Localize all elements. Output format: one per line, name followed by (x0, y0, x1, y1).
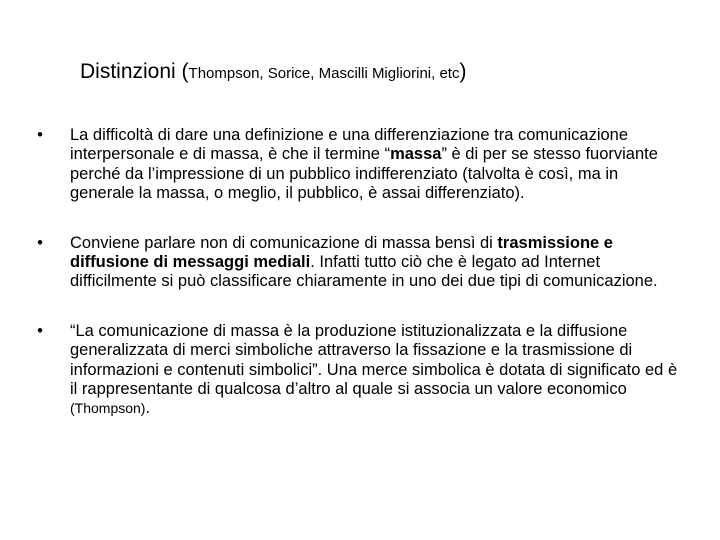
bullet-citation: (Thompson) (70, 400, 146, 417)
bullet-text: . Infatti tutto ciò che è legato ad Internet difficilmente si può classificare chiaramente in uno dei due tipi di comunicazione. (70, 253, 658, 291)
title-open-paren: ( (181, 60, 189, 83)
bullet-text: ” è di per se stesso fuorviante perché da l’impressione di un pubblico indifferenziato (talvolta è così, ma in generale la massa, o meglio, il pubblico, è assai differenziato). (70, 145, 658, 203)
slide-title (80, 54, 466, 92)
bullet-item-2 (30, 234, 680, 292)
bullet-text: Conviene parlare non di comunicazione di massa bensì di (70, 233, 498, 252)
bullet-text: “La comunicazione di massa è la produzione istituzionalizzata e la diffusione generalizzata di merci simboliche attraverso la fissazione e la trasmissione di informazioni e contenuti simbolici”. Una merce simbolica è dotata di significato ed è il rappresentante di qualcosa d’altro al quale si associa un valore economico (70, 321, 678, 399)
bullet-list (30, 126, 680, 419)
bullet-marker: • (37, 321, 43, 340)
bullet-marker: • (37, 233, 43, 252)
bullet-bold-text: trasmissione e diffusione di messaggi mediali (70, 233, 613, 272)
title-main: Distinzioni (80, 60, 182, 83)
bullet-text: La difficoltà di dare una definizione e una differenziazione tra comunicazione interpersonale e di massa, è che il termine “ (70, 126, 629, 164)
title-close-paren: ) (459, 60, 467, 83)
bullet-text: . (145, 399, 151, 418)
bullet-item-1 (30, 126, 680, 204)
title-authors: Thompson, Sorice, Mascilli Migliorini, etc (188, 65, 460, 82)
bullet-marker: • (37, 126, 43, 144)
bullet-item-3 (30, 322, 680, 419)
bullet-bold-text: massa (390, 145, 442, 164)
